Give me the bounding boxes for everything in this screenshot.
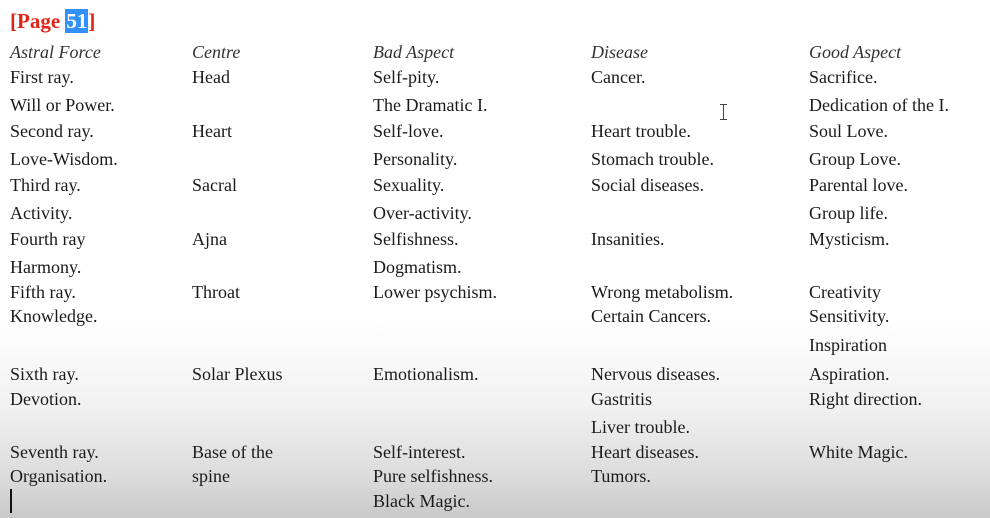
cell-disease: Nervous diseases. (591, 364, 720, 384)
cell-disease: Heart trouble. (591, 121, 691, 141)
cell-good-aspect: Parental love. (809, 175, 908, 195)
header-good-aspect: Good Aspect (809, 42, 902, 62)
cell-centre: Base of the (192, 442, 273, 462)
cell-astral-force: Harmony. (10, 257, 82, 277)
cell-astral-force: Love-Wisdom. (10, 149, 118, 169)
header-centre: Centre (192, 42, 241, 62)
cell-bad-aspect: Black Magic. (373, 491, 470, 511)
cell-astral-force: First ray. (10, 67, 74, 87)
cell-bad-aspect: Personality. (373, 149, 458, 169)
text-insertion-caret (10, 489, 12, 513)
cell-astral-force: Sixth ray. (10, 364, 79, 384)
cell-good-aspect: Right direction. (809, 389, 922, 409)
cell-astral-force: Fourth ray (10, 229, 86, 249)
cell-astral-force: Will or Power. (10, 95, 115, 115)
cell-centre: Head (192, 67, 230, 87)
header-disease: Disease (591, 42, 648, 62)
cell-bad-aspect: Selfishness. (373, 229, 459, 249)
cell-disease: Heart diseases. (591, 442, 699, 462)
cell-centre: spine (192, 466, 230, 486)
cell-good-aspect: White Magic. (809, 442, 908, 462)
cell-centre: Heart (192, 121, 232, 141)
cell-bad-aspect: Dogmatism. (373, 257, 462, 277)
cell-bad-aspect: The Dramatic I. (373, 95, 488, 115)
text-cursor-icon (720, 104, 728, 120)
cell-astral-force: Organisation. (10, 466, 108, 486)
cell-centre: Solar Plexus (192, 364, 283, 384)
cell-bad-aspect: Sexuality. (373, 175, 445, 195)
cell-good-aspect: Mysticism. (809, 229, 890, 249)
cell-good-aspect: Soul Love. (809, 121, 888, 141)
cell-astral-force: Devotion. (10, 389, 82, 409)
cell-disease: Tumors. (591, 466, 651, 486)
page-number-selected[interactable]: 51 (66, 9, 88, 33)
header-bad-aspect: Bad Aspect (373, 42, 455, 62)
cell-good-aspect: Group life. (809, 203, 888, 223)
cell-good-aspect: Group Love. (809, 149, 901, 169)
cell-good-aspect: Creativity (809, 282, 881, 302)
cell-bad-aspect: Lower psychism. (373, 282, 497, 302)
cell-bad-aspect: Self-interest. (373, 442, 466, 462)
cell-centre: Sacral (192, 175, 237, 195)
cell-astral-force: Second ray. (10, 121, 94, 141)
page-marker-suffix: ] (88, 9, 96, 33)
cell-astral-force: Activity. (10, 203, 73, 223)
cell-disease: Liver trouble. (591, 417, 690, 437)
cell-bad-aspect: Pure selfishness. (373, 466, 493, 486)
cell-bad-aspect: Self-love. (373, 121, 444, 141)
cell-disease: Social diseases. (591, 175, 704, 195)
cell-good-aspect: Dedication of the I. (809, 95, 949, 115)
header-astral-force: Astral Force (10, 42, 101, 62)
cell-bad-aspect: Self-pity. (373, 67, 440, 87)
cell-centre: Ajna (192, 229, 227, 249)
cell-good-aspect: Aspiration. (809, 364, 890, 384)
cell-good-aspect: Inspiration (809, 335, 887, 355)
cell-disease: Insanities. (591, 229, 665, 249)
cell-disease: Stomach trouble. (591, 149, 714, 169)
cell-astral-force: Seventh ray. (10, 442, 99, 462)
cell-astral-force: Third ray. (10, 175, 81, 195)
cell-disease: Wrong metabolism. (591, 282, 734, 302)
cell-good-aspect: Sensitivity. (809, 306, 890, 326)
cell-disease: Cancer. (591, 67, 646, 87)
cell-good-aspect: Sacrifice. (809, 67, 878, 87)
page-marker-prefix: [Page (10, 9, 66, 33)
cell-astral-force: Knowledge. (10, 306, 98, 326)
cell-disease: Gastritis (591, 389, 652, 409)
cell-disease: Certain Cancers. (591, 306, 711, 326)
cell-bad-aspect: Emotionalism. (373, 364, 479, 384)
cell-bad-aspect: Over-activity. (373, 203, 472, 223)
cell-centre: Throat (192, 282, 240, 302)
cell-astral-force: Fifth ray. (10, 282, 76, 302)
